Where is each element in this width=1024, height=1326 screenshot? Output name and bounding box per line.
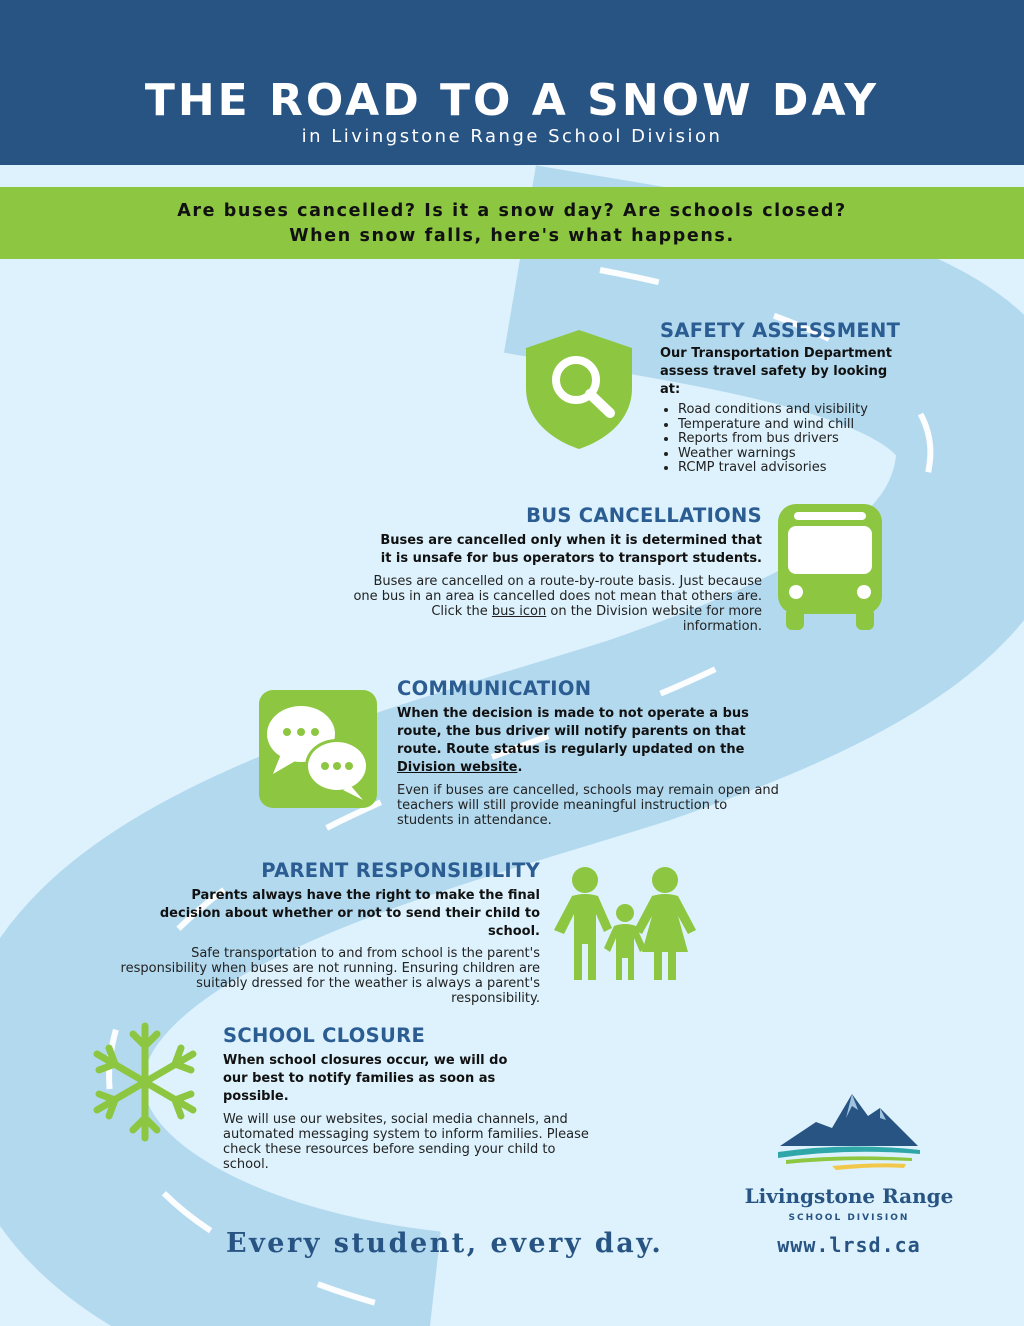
parent-section	[110, 859, 540, 1006]
banner-line-1: Are buses cancelled? Is it a snow day? Are schools closed?	[177, 201, 847, 221]
mountain-logo-icon	[776, 1092, 922, 1172]
closure-heading: SCHOOL CLOSURE	[223, 1024, 426, 1047]
list-item: • RCMP travel advisories	[678, 461, 910, 476]
snowflake-icon	[89, 1022, 201, 1142]
list-item: • Weather warnings	[678, 447, 910, 462]
header	[0, 0, 1024, 165]
closure-note: We will use our websites, social media channels, and automated messaging system to inform families. Please check these resources before sending your child to school.	[223, 1112, 589, 1172]
parent-bold-text: Parents always have the right to make the final decision about whether or not to send their child to school.	[159, 888, 540, 939]
communication-section	[397, 677, 782, 828]
closure-section	[223, 1024, 603, 1172]
website-url[interactable]: www.lrsd.ca	[777, 1233, 921, 1257]
list-item: • Road conditions and visibility	[678, 403, 910, 418]
banner-line-2: When snow falls, here's what happens.	[289, 226, 735, 246]
bus-heading: BUS CANCELLATIONS	[526, 504, 762, 527]
page-title: THE ROAD TO A SNOW DAY	[144, 75, 880, 126]
question-banner	[0, 187, 1024, 259]
bus-note	[350, 574, 762, 634]
bus-icon	[776, 502, 884, 632]
bus-icon-link[interactable]: bus icon	[491, 604, 547, 619]
shield-magnifier-icon	[524, 328, 634, 450]
safety-heading: SAFETY ASSESSMENT	[660, 319, 901, 342]
org-name: Livingstone Range	[744, 1184, 954, 1208]
bus-section	[350, 504, 762, 634]
list-item: • Reports from bus drivers	[678, 432, 910, 447]
safety-list	[660, 403, 910, 476]
page-subtitle: in Livingstone Range School Division	[301, 126, 723, 147]
chat-bubbles-icon	[259, 690, 377, 808]
bus-note-text-end: on the Division website for more information.	[546, 604, 762, 634]
bus-bold-text: Buses are cancelled only when it is determined that it is unsafe for bus operators to transport students.	[380, 533, 762, 566]
bus-note-text: Buses are cancelled on a route-by-route basis. Just because one bus in an area is cancelled does not mean that others are. Click the	[353, 574, 762, 619]
safety-intro: Our Transportation Department assess travel safety by looking at:	[660, 346, 893, 397]
parent-note: Safe transportation to and from school is the parent's responsibility when buses are not running. Ensuring children are suitably dressed for the weather is always a parent's responsibility.	[120, 946, 540, 1006]
division-website-link[interactable]: Division website	[397, 760, 518, 775]
motto: Every student, every day.	[226, 1228, 664, 1259]
communication-heading: COMMUNICATION	[397, 677, 592, 700]
communication-bold-start: When the decision is made to not operate a bus route, the bus driver will notify parents on that route. Route status is regularly updated on the	[397, 706, 749, 757]
communication-bold-end: .	[517, 760, 523, 775]
communication-note: Even if buses are cancelled, schools may remain open and teachers will still provide meaningful instruction to students in attendance.	[397, 783, 779, 828]
list-item: • Temperature and wind chill	[678, 418, 910, 433]
family-icon	[550, 866, 700, 982]
org-subtitle: SCHOOL DIVISION	[788, 1213, 910, 1223]
communication-bold-text	[397, 705, 782, 777]
safety-section	[660, 319, 910, 476]
parent-heading: PARENT RESPONSIBILITY	[261, 859, 540, 882]
closure-bold-text: When school closures occur, we will do our best to notify families as soon as possible.	[223, 1053, 508, 1104]
